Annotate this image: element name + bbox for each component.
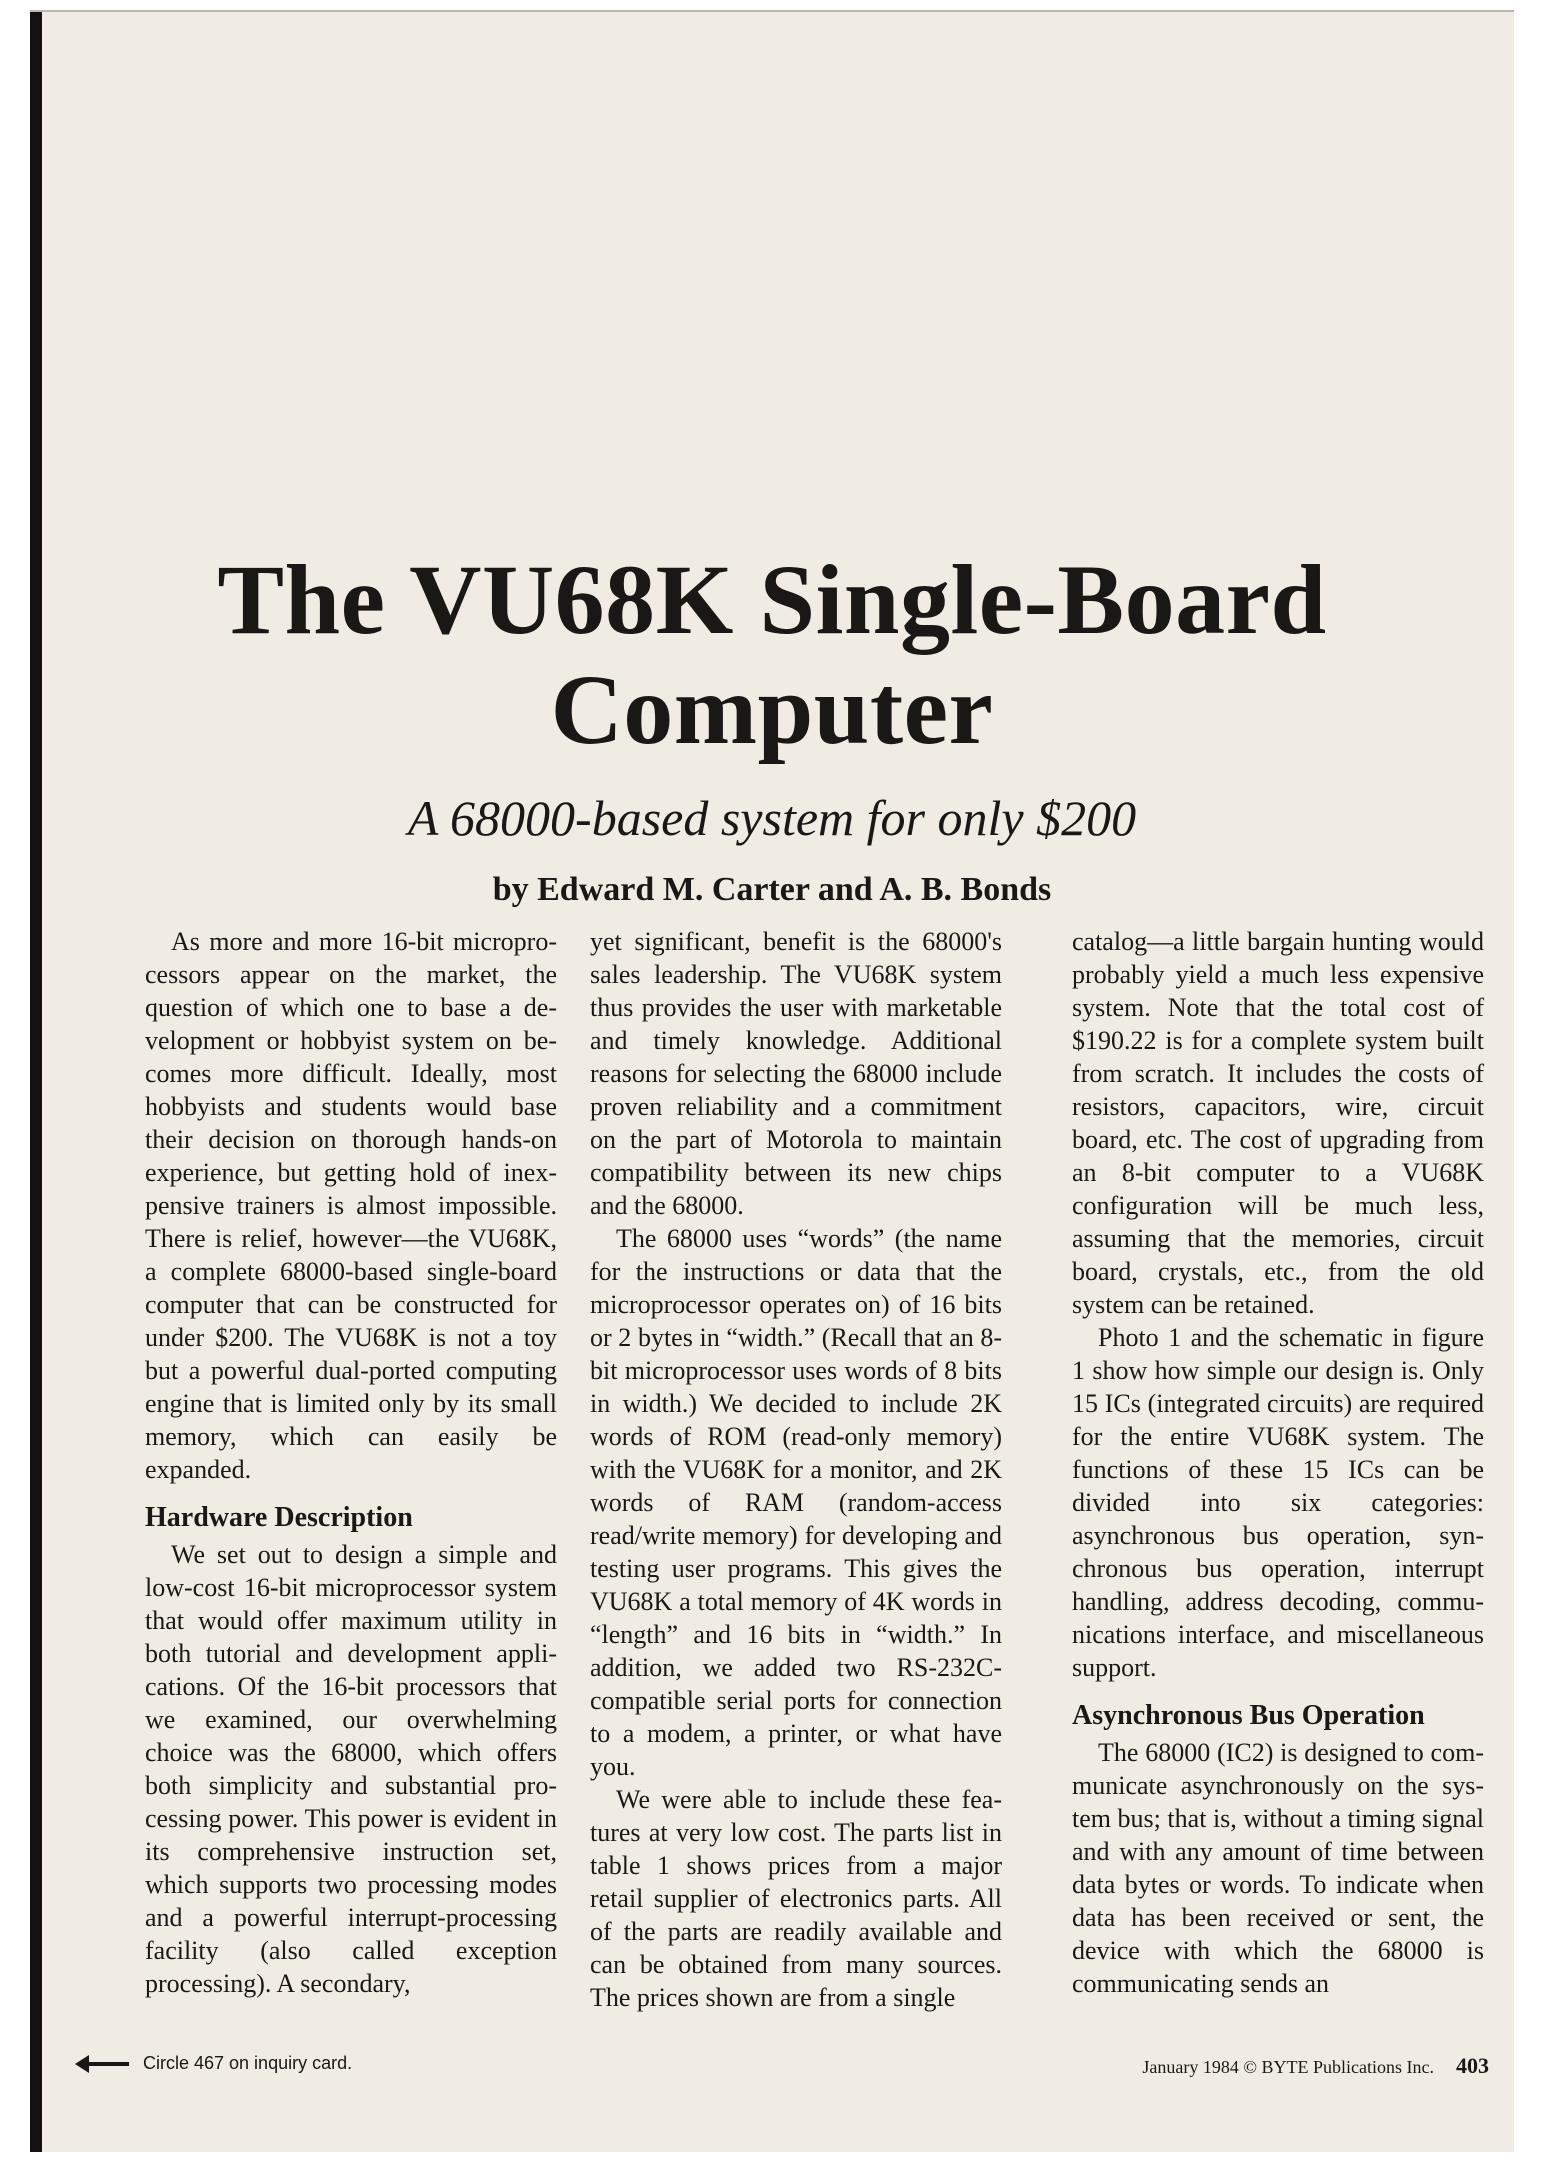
- paragraph: The 68000 (IC2) is designed to communicate asynchronously on the system bus; that is, without a timing signal and with any amount of time between data bytes or words. To indicate when data has been received or sent, the device with which the 68000 is communicating sends an: [1072, 1738, 1484, 1998]
- paragraph: We set out to design a simple and low-cost 16-bit microprocessor system that would offer maximum utility in both tutorial and development applications. Of the 16-bit processors that we examined, our overwhelming choice was the 68000, which offers both simplicity and substantial processing power. This power is evident in its comprehensive instruction set, which supports two processing modes and a powerful interrupt-processing facility (also called exception processing). A secondary,: [145, 1540, 557, 1998]
- article-byline: by Edward M. Carter and A. B. Bonds: [492, 871, 1052, 908]
- page-footer: [1142, 2053, 1489, 2079]
- paragraph: yet significant, benefit is the 68000's sales leadership. The VU68K system thus provides the user with marketable and timely knowledge. Additional reasons for selecting the 68000 include proven reliability and a commitment on the part of Motorola to maintain compatibility between its new chips and the 68000.: [590, 927, 1002, 1220]
- paragraph: The 68000 uses “words” (the name for the instructions or data that the microprocessor operates on) of 16 bits or 2 bytes in “width.” (Recall that an 8-bit microprocessor uses words of 8 bits in width.) We decided to include 2K words of ROM (read-only memory) with the VU68K for a monitor, and 2K words of RAM (random-access read/write memory) for developing and testing user programs. This gives the VU68K a total memory of 4K words in “length” and 16 bits in “width.” In addition, we added two RS-232C-compatible serial ports for connection to a modem, a printer, or what have you.: [590, 1224, 1002, 1781]
- section-heading: Asynchronous Bus Operation: [1072, 1700, 1425, 1731]
- paragraph: As more and more 16-bit microprocessors appear on the market, the question of which one to base a development or hobbyist system on becomes more difficult. Ideally, most hobbyists and students would base their decision on thorough hands-on experience, but getting hold of inexpensive trainers is almost impossible. There is relief, however—the VU68K, a complete 68000-based single-board computer that can be constructed for under $200. The VU68K is not a toy but a powerful dual-ported computing engine that is limited only by its small memory, which can easily be expanded.: [145, 927, 557, 1484]
- inquiry-card-note: [85, 2053, 352, 2074]
- section-heading: Hardware Description: [145, 1502, 413, 1533]
- paragraph: We were able to include these features at very low cost. The parts list in table 1 shows prices from a major retail supplier of electronics parts. All of the parts are readily available and can be obtained from many sources. The prices shown are from a single: [590, 1785, 1002, 2012]
- text-column-1: [145, 925, 557, 2000]
- title-line-1: The VU68K Single-Board: [217, 544, 1327, 655]
- article-subtitle: A 68000-based system for only $200: [407, 790, 1137, 846]
- text-column-3: [1072, 925, 1484, 2000]
- page-number: 403: [1456, 2053, 1489, 2078]
- paragraph: catalog—a little bargain hunting would probably yield a much less expensive system. Note that the total cost of $190.22 is for a complete system built from scratch. It includes the costs of resistors, capacitors, wire, circuit board, etc. The cost of upgrading from an 8-bit computer to a VU68K configuration will be much less, assuming that the memories, circuit board, crystals, etc., from the old system can be retained.: [1072, 927, 1484, 1319]
- footer-date-publisher: January 1984 © BYTE Publications Inc.: [1142, 2057, 1434, 2077]
- title-line-2: Computer: [550, 654, 994, 765]
- text-column-2: [590, 925, 1002, 2014]
- inquiry-text: Circle 467 on inquiry card.: [143, 2053, 353, 2073]
- paragraph: Photo 1 and the schematic in figure 1 show how simple our design is. Only 15 ICs (integrated circuits) are required for the entire VU68K system. The functions of these 15 ICs can be divided into six categories: asynchronous bus operation, synchronous bus operation, interrupt handling, address decoding, communications interface, and miscellaneous support.: [1072, 1323, 1484, 1682]
- left-arrow-icon: [85, 2062, 129, 2066]
- article-title: [0, 545, 1544, 765]
